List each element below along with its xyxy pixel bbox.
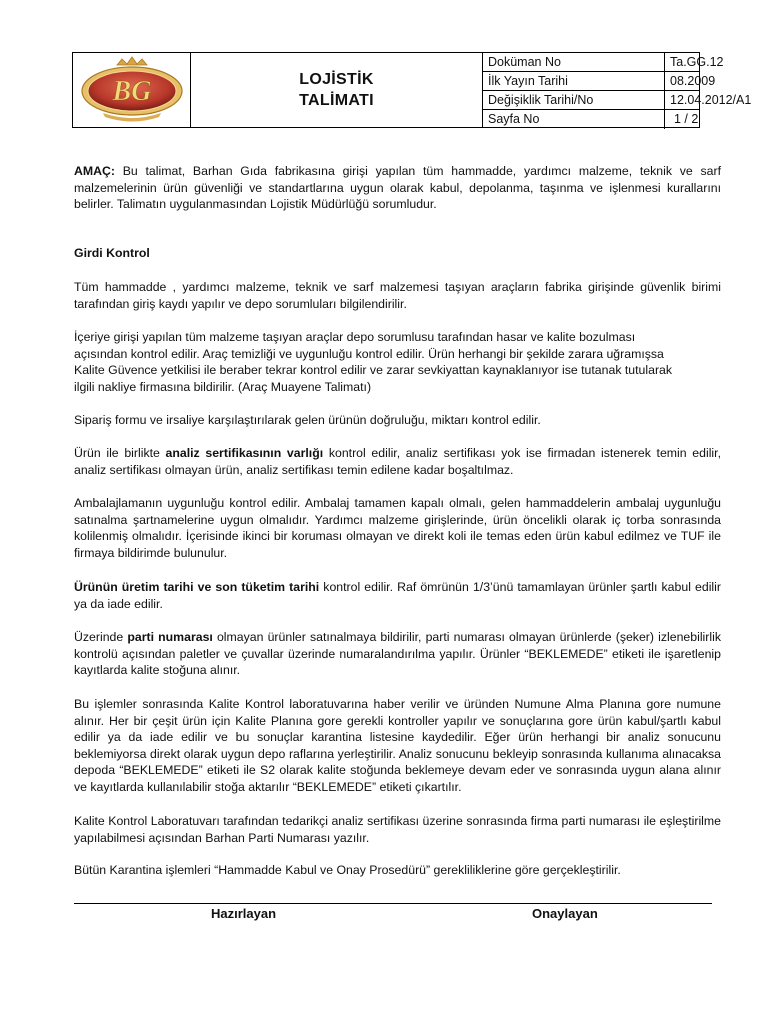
- title-line-1: LOJİSTİK: [299, 71, 374, 88]
- document-title: [191, 53, 483, 127]
- paragraph-1: Tüm hammadde , yardımcı malzeme, teknik ve sarf malzemesi taşıyan araçların fabrika girişinde güvenlik birimi tarafından giriş kaydı yapılır ve depo sorumluları bilgilendirilir.: [74, 280, 721, 311]
- text-run: kontrol edilir. Raf ömrünün 1/3’ünü tamamlayan ürünler şartlı kabul edilir ya da iade edilir.: [74, 580, 721, 611]
- paragraph-2: [74, 329, 721, 395]
- emphasis-text: parti numarası: [127, 630, 213, 644]
- purpose-label: AMAÇ:: [74, 164, 115, 178]
- section-heading: [74, 245, 721, 262]
- text-run: Ürün ile birlikte: [74, 446, 166, 460]
- meta-value: 1 / 2: [674, 112, 699, 126]
- paragraph-3: Sipariş formu ve irsaliye karşılaştırılarak gelen ürünün doğruluğu, miktarı kontrol edilir.: [74, 413, 541, 427]
- emphasis-text: Ürünün üretim tarihi ve son tüketim tarihi: [74, 580, 320, 594]
- title-line-2: TALİMATI: [299, 92, 374, 109]
- text-run: Üzerinde: [74, 630, 128, 644]
- signature-divider: [74, 903, 712, 904]
- meta-label: Doküman No: [488, 55, 561, 69]
- meta-row: [483, 72, 716, 91]
- document-meta-table: [483, 53, 752, 127]
- paragraph-7: [74, 629, 721, 679]
- document-header: [72, 52, 752, 128]
- logo-cell: [73, 53, 191, 127]
- prepared-by-label: Hazırlayan: [211, 906, 277, 921]
- paragraph-6: [74, 579, 721, 612]
- paragraph-line: İçeriye girişi yapılan tüm malzeme taşıyan araçlar depo sorumlusu tarafından hasar ve kalite bozulması: [74, 330, 636, 344]
- meta-label: İlk Yayın Tarihi: [488, 74, 568, 88]
- paragraph-line: Kalite Güvence yetkilisi ile beraber tekrar kontrol edilir ve zarar sevkiyattan kaynaklanıyor ise tutanak tutularak: [74, 363, 673, 378]
- paragraph-5: Ambalajlamanın uygunluğu kontrol edilir. Ambalaj tamamen kapalı olmalı, gelen hammaddelerin ambalaj uygunluğu satınalma şartnamelerine uygun olmalıdır. Yardımcı malzeme girişlerinde, ürün öncelikli olarak iç torba sonrasında kolilenmiş olmalıdır. İçerisinde ikinci bir koruması olmayan ve direkt koli ile temas eden ürün kabul edilmez ve TUF ile firmaya bildirimde bulunulur.: [74, 496, 721, 560]
- emphasis-text: analiz sertifikasının varlığı: [165, 446, 324, 460]
- meta-value: 08.2009: [670, 74, 716, 88]
- meta-row: [483, 53, 724, 72]
- purpose-text: Bu talimat, Barhan Gıda fabrikasına girişi yapılan tüm hammadde, yardımcı malzeme, teknik ve sarf malzemelerinin ürün güvenliği ve standartlarına uygun olarak kabul, depolanma, taşınma ve işlenmesi kurallarını belirler. Talimatın uygulanmasından Lojistik Müdürlüğü sorumludur.: [74, 164, 721, 212]
- section-title: Girdi Kontrol: [74, 246, 150, 260]
- meta-label: Değişiklik Tarihi/No: [488, 93, 594, 107]
- paragraph-9: Kalite Kontrol Laboratuvarı tarafından tedarikçi analiz sertifikası üzerine sonrasında firma parti numarası ile eşleştirilme yapılabilmesi açısından Barhan Parti Numarası yazılır.: [74, 814, 721, 845]
- paragraph-line: açısından kontrol edilir. Araç temizliği ve uygunluğu kontrol edilir. Ürün herhangi bir şekilde zarara uğramışsa: [74, 346, 664, 361]
- company-logo: [73, 53, 191, 127]
- logo-lettering: BG: [112, 76, 152, 107]
- meta-value: 12.04.2012/A1: [670, 93, 752, 107]
- paragraph-4: [74, 445, 721, 478]
- paragraph-8: Bu işlemler sonrasında Kalite Kontrol laboratuvarına haber verilir ve üründen Numune Alma Planına gore numune alınır. Her bir çeşit ürün için Kalite Planına gore gerekli kontroller yapılır ve sonuçlarına gore ürün kabul/şartlı kabul edilir ya da iade edilir ve bu sonuçlar karantina listesine kaydedilir. Eğer ürün herhangi bir analiz sonucunu beklemiyorsa direkt olarak uygun depo raflarına yerleştirilir. Analiz sonucunu bekleyip sonrasında kullanıma alınacaksa depoda “BEKLEMEDE” etiketi ile S2 olarak kalite stoğunda beklemeye devam eder ve sonrasında uygun alana alınır ve kayıtlarda kullanılabilir stoğa aktarılır “BEKLEMEDE” etiketi çıkartılır.: [74, 697, 721, 794]
- paragraph-10: Bütün Karantina işlemleri “Hammadde Kabul ve Onay Prosedürü” gerekliliklerine göre gerçekleştirilir.: [74, 863, 621, 877]
- text-run: olmayan ürünler satınalmaya bildirilir, parti numarası olmayan ürünlerde (şeker) izlenebilirlik kontrolü açısından paletler ve çuvallar üzerinde numaralandırılma yapılır. Ürünler “BEKLEMEDE” etiketi ile işaretlenip kayıtlarda kalite stoğuna alınır.: [74, 630, 721, 678]
- purpose-paragraph: [74, 163, 721, 213]
- meta-row: [483, 110, 699, 129]
- paragraph-line: ilgili nakliye firmasına bildirilir. (Araç Muayene Talimatı): [74, 379, 372, 394]
- text-run: kontrol edilir, analiz sertifikası yok ise firmadan istenerek temin edilir, analiz sertifikası olmayan ürün, analiz sertifikası temin edilene kadar boşaltılmaz.: [74, 446, 721, 477]
- meta-label: Sayfa No: [488, 112, 540, 126]
- meta-value: Ta.GG.12: [670, 55, 724, 69]
- meta-row: [483, 91, 752, 110]
- approved-by-label: Onaylayan: [532, 906, 598, 921]
